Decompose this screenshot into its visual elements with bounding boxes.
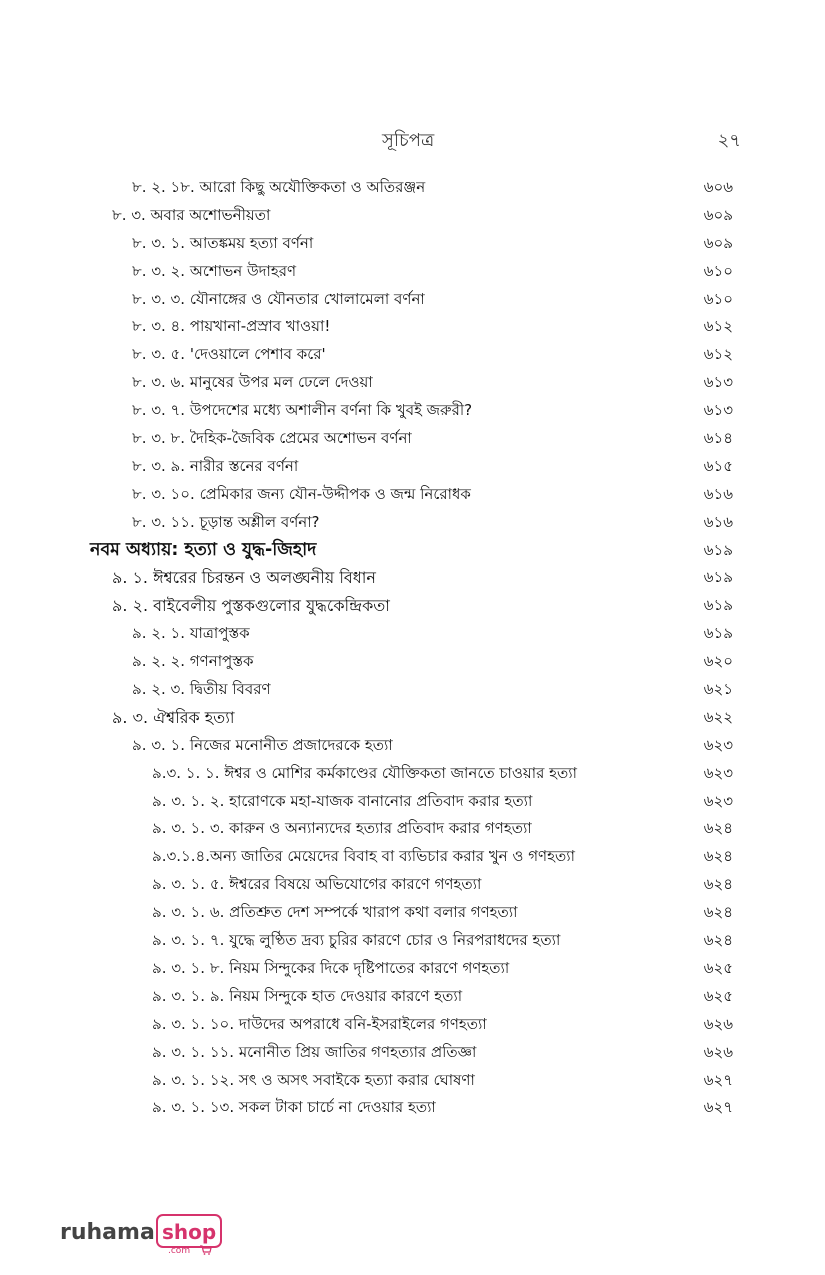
toc-entry-page: ৬১৪ (703, 429, 733, 448)
cart-icon (200, 1245, 212, 1255)
toc-row (0, 871, 825, 899)
toc-entry-page: ৬২৩ (703, 763, 733, 782)
toc-entry-title: ৯. ১. ঈশ্বরের চিরন্তন ও অলঙ্ঘনীয় বিধান (112, 568, 376, 588)
toc-row (0, 397, 825, 425)
toc-entry-page: ৬১৬ (703, 512, 733, 531)
toc-entry-page: ৬০৯ (703, 205, 733, 224)
toc-entry-title: ৯. ২. ১. যাত্রাপুস্তক (132, 624, 250, 643)
toc-entry-title: ৯. ৩. ১. ১০. দাউদের অপরাধে বনি-ইসরাইলের গণহত্যা (152, 1014, 487, 1033)
toc-entry-page: ৬১০ (703, 289, 733, 308)
toc-entry-title: ৯. ৩. ১. ৫. ঈশ্বরের বিষয়ে অভিযোগের কারণে গণহত্যা (152, 875, 482, 894)
toc-entry-title: ৮. ৩. ৩. যৌনাঙ্গের ও যৌনতার খোলামেলা বর্ণনা (132, 289, 425, 308)
toc-entry-title: ৮. ৩. ৫. 'দেওয়ালে পেশাব করে' (132, 345, 326, 364)
toc-entry-page: ৬২৬ (703, 1042, 733, 1061)
toc-entry-page: ৬১৯ (703, 540, 733, 559)
toc-row (0, 425, 825, 453)
toc-row (0, 927, 825, 955)
toc-entry-title: ৯. ৩. ঐশ্বরিক হত্যা (112, 707, 235, 727)
toc-entry-page: ৬১৩ (703, 401, 733, 420)
toc-entry-page: ৬২২ (703, 707, 733, 726)
toc-entry-page: ৬১৬ (703, 484, 733, 503)
toc-row (0, 202, 825, 230)
toc-row (0, 760, 825, 788)
toc-entry-title: ৯. ৩. ১. নিজের মনোনীত প্রজাদেরকে হত্যা (132, 735, 393, 754)
toc-entry-page: ৬২৪ (703, 931, 733, 950)
toc-entry-title: ৮. ৩. অবার অশোভনীয়তা (112, 205, 271, 224)
toc-row (0, 230, 825, 258)
toc-row (0, 286, 825, 314)
toc-row (0, 453, 825, 481)
logo-shop-text: shop (162, 1220, 217, 1244)
toc-entry-page: ৬১৯ (703, 568, 733, 587)
toc-entry-title: ৮. ২. ১৮. আরো কিছু অযৌক্তিকতা ও অতিরঞ্জন (132, 178, 426, 196)
toc-entry-page: ৬১৩ (703, 373, 733, 392)
toc-entry-title: ৮. ৩. ১০. প্রেমিকার জন্য যৌন-উদ্দীপক ও জন্ম নিরোধক (132, 484, 471, 503)
toc-entry-page: ৬২৪ (703, 819, 733, 838)
toc-entry-title: ৯. ৩. ১. ৯. নিয়ম সিন্দুকে হাত দেওয়ার কারণে হত্যা (152, 986, 463, 1005)
logo-brand-text: ruhama (60, 1220, 155, 1245)
toc-row (0, 509, 825, 537)
page-number: ২৭ (717, 130, 741, 151)
toc-entry-title: ৯. ৩. ১. ৩. কারুন ও অন্যান্যদের হত্যার প্রতিবাদ করার গণহত্যা (152, 819, 532, 838)
toc-entry-page: ৬০৯ (703, 233, 733, 252)
toc-entry-title: ৯.৩.১.৪.অন্য জাতির মেয়েদের বিবাহ বা ব্যভিচার করার খুন ও গণহত্যা (152, 847, 575, 866)
toc-row (0, 174, 825, 202)
toc-entry-title: ৯. ৩. ১. ৭. যুদ্ধে লুণ্ঠিত দ্রব্য চুরির কারণে চোর ও নিরপরাধদের হত্যা (152, 931, 561, 950)
toc-row (0, 788, 825, 816)
toc-row (0, 341, 825, 369)
toc-row (0, 1094, 825, 1122)
toc-row (0, 648, 825, 676)
toc-entry-page: ৬২৫ (703, 986, 733, 1005)
toc-row (0, 1039, 825, 1067)
toc-entry-title: ৮. ৩. ৭. উপদেশের মধ্যে অশালীন বর্ণনা কি খুবই জরুরী? (132, 401, 473, 420)
toc-row (0, 955, 825, 983)
toc-entry-page: ৬১২ (703, 345, 733, 364)
toc-row (0, 704, 825, 732)
table-of-contents (0, 174, 825, 1122)
toc-row (0, 843, 825, 871)
toc-entry-page: ৬২৪ (703, 903, 733, 922)
toc-entry-page: ৬২৬ (703, 1014, 733, 1033)
toc-entry-title: ৯. ২. বাইবেলীয় পুস্তকগুলোর যুদ্ধকেন্দ্রিকতা (112, 596, 390, 616)
toc-entry-title: ৮. ৩. ৮. দৈহিক-জৈবিক প্রেমের অশোভন বর্ণনা (132, 429, 412, 448)
toc-entry-page: ৬১৯ (703, 624, 733, 643)
page-header (0, 126, 825, 156)
toc-entry-page: ৬১৫ (703, 456, 733, 475)
toc-entry-title: ৮. ৩. ৯. নারীর স্তনের বর্ণনা (132, 456, 299, 475)
toc-entry-page: ৬০৬ (703, 178, 733, 196)
logo-domain-text: .com (168, 1246, 191, 1256)
toc-entry-title: ৯. ৩. ১. ১৩. সকল টাকা চার্চে না দেওয়ার হত্যা (152, 1098, 436, 1117)
toc-entry-page: ৬১২ (703, 317, 733, 336)
toc-entry-title: ৯. ২. ৩. দ্বিতীয় বিবরণ (132, 680, 271, 699)
toc-entry-page: ৬২৩ (703, 791, 733, 810)
toc-row (0, 899, 825, 927)
toc-entry-page: ৬২৭ (703, 1098, 733, 1117)
toc-chapter-row (0, 537, 825, 565)
toc-row (0, 732, 825, 760)
toc-entry-page: ৬২১ (703, 680, 733, 699)
toc-row (0, 620, 825, 648)
page-title: সূচিপত্র (382, 130, 435, 151)
toc-entry-title: ৯. ৩. ১. ১১. মনোনীত প্রিয় জাতির গণহত্যার প্রতিজ্ঞা (152, 1042, 477, 1061)
toc-entry-page: ৬২৪ (703, 847, 733, 866)
logo-shop-box (156, 1214, 222, 1248)
toc-row (0, 815, 825, 843)
toc-entry-title: ৯. ২. ২. গণনাপুস্তক (132, 652, 254, 671)
toc-entry-title: ৯.৩. ১. ১. ঈশ্বর ও মোশির কর্মকাণ্ডের যৌক্তিকতা জানতে চাওয়ার হত্যা (152, 763, 577, 782)
toc-row (0, 313, 825, 341)
toc-entry-title: ৮. ৩. ১. আতঙ্কময় হত্যা বর্ণনা (132, 233, 314, 252)
toc-entry-title: ৯. ৩. ১. ৬. প্রতিশ্রুত দেশ সম্পর্কে খারাপ কথা বলার গণহত্যা (152, 903, 518, 922)
toc-row (0, 983, 825, 1011)
toc-entry-page: ৬১৯ (703, 596, 733, 615)
toc-entry-page: ৬২০ (703, 652, 733, 671)
toc-entry-page: ৬২৭ (703, 1070, 733, 1089)
toc-entry-title: ৮. ৩. ২. অশোভন উদাহরণ (132, 261, 297, 280)
toc-row (0, 592, 825, 620)
toc-row (0, 676, 825, 704)
toc-row (0, 1011, 825, 1039)
toc-row (0, 258, 825, 286)
toc-row (0, 481, 825, 509)
toc-entry-title: ৯. ৩. ১. ২. হারোণকে মহা-যাজক বানানোর প্রতিবাদ করার হত্যা (152, 791, 533, 810)
toc-entry-title: ৯. ৩. ১. ৮. নিয়ম সিন্দুকের দিকে দৃষ্টিপাতের কারণে গণহত্যা (152, 958, 510, 977)
toc-entry-page: ৬২৪ (703, 875, 733, 894)
toc-entry-title: ৮. ৩. ১১. চূড়ান্ত অশ্লীল বর্ণনা? (132, 512, 320, 531)
toc-entry-title: ৯. ৩. ১. ১২. সৎ ও অসৎ সবাইকে হত্যা করার ঘোষণা (152, 1070, 475, 1089)
toc-row (0, 369, 825, 397)
toc-entry-page: ৬২৩ (703, 735, 733, 754)
toc-row (0, 1067, 825, 1095)
toc-entry-page: ৬১০ (703, 261, 733, 280)
toc-entry-page: ৬২৫ (703, 958, 733, 977)
toc-entry-title: ৮. ৩. ৪. পায়খানা-প্রস্রাব খাওয়া! (132, 317, 331, 336)
toc-row (0, 564, 825, 592)
toc-entry-title: ৮. ৩. ৬. মানুষের উপর মল ঢেলে দেওয়া (132, 373, 373, 392)
toc-entry-title: নবম অধ্যায়: হত্যা ও যুদ্ধ-জিহাদ (90, 539, 317, 560)
